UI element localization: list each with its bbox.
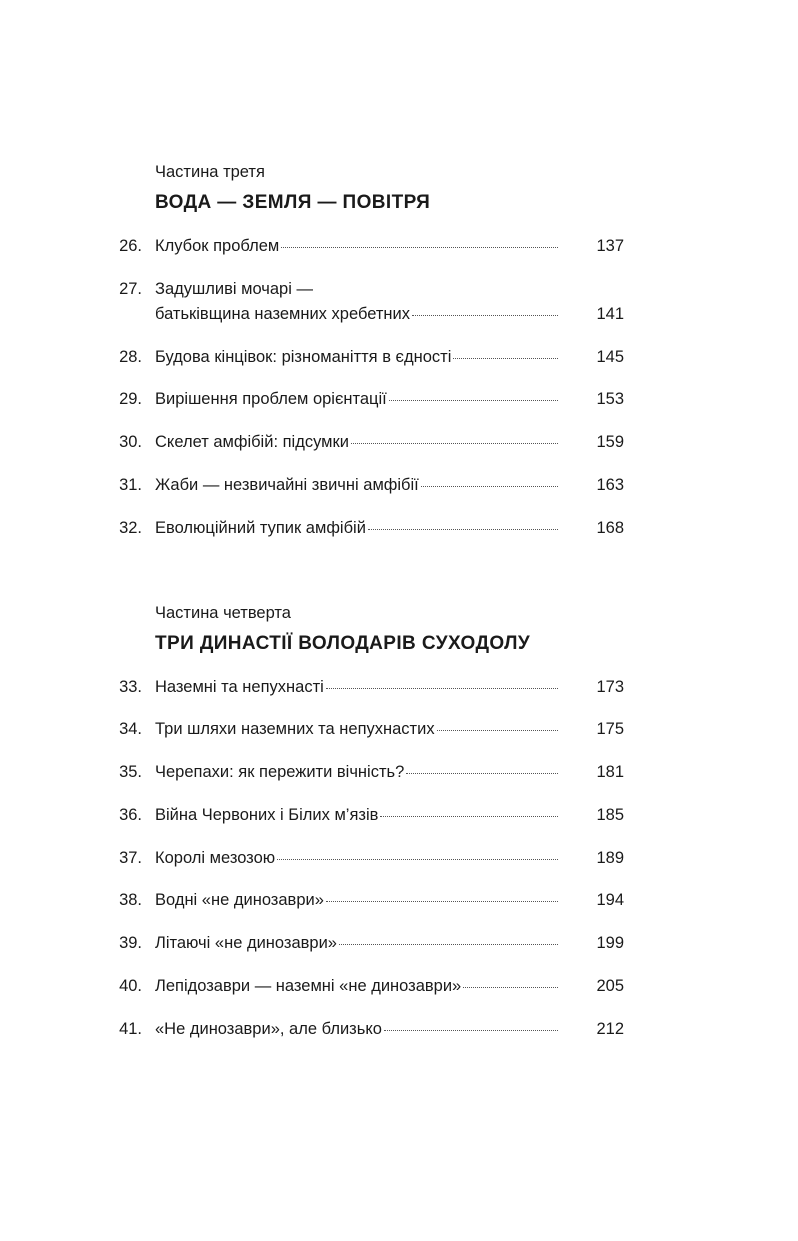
- chapter-number: 31.: [119, 476, 142, 494]
- leader-dots: [453, 357, 558, 359]
- chapter-number: 33.: [119, 678, 142, 696]
- part-label: Частина третя: [155, 163, 265, 181]
- page-number: 199: [596, 934, 624, 952]
- leader-dots: [412, 314, 558, 316]
- part-title: ВОДА — ЗЕМЛЯ — ПОВІТРЯ: [155, 192, 431, 213]
- leader-dots: [463, 986, 558, 988]
- chapter-title: Водні «не динозаври»: [155, 891, 324, 909]
- chapter-number: 35.: [119, 763, 142, 781]
- page-number: 212: [596, 1020, 624, 1038]
- chapter-number: 41.: [119, 1020, 142, 1038]
- leader-dots: [380, 815, 558, 817]
- chapter-number: 27.: [119, 280, 142, 298]
- chapter-number: 30.: [119, 433, 142, 451]
- leader-dots: [281, 246, 558, 248]
- page-number: 159: [596, 433, 624, 451]
- chapter-title: Лепідозаври — наземні «не динозаври»: [155, 977, 462, 995]
- leader-dots: [421, 485, 558, 487]
- chapter-title: Війна Червоних і Білих м’язів: [155, 806, 379, 824]
- chapter-number: 28.: [119, 348, 142, 366]
- chapter-number: 29.: [119, 390, 142, 408]
- page-number: 205: [596, 977, 624, 995]
- chapter-title: Будова кінцівок: різноманіття в єдності: [155, 348, 452, 366]
- chapter-title: Літаючі «не динозаври»: [155, 934, 337, 952]
- chapter-title: Черепахи: як пережити вічність?: [155, 763, 405, 781]
- chapter-title-line1: Задушливі мочарі —: [155, 280, 313, 298]
- chapter-number: 38.: [119, 891, 142, 909]
- page-number: 137: [596, 237, 624, 255]
- chapter-number: 40.: [119, 977, 142, 995]
- page-number: 181: [596, 763, 624, 781]
- page-number: 194: [596, 891, 624, 909]
- page-number: 141: [596, 305, 624, 323]
- chapter-number: 39.: [119, 934, 142, 952]
- chapter-title: Вирішення проблем орієнтації: [155, 390, 387, 408]
- leader-dots: [368, 528, 558, 530]
- chapter-title: Клубок проблем: [155, 237, 280, 255]
- part-label: Частина четверта: [155, 604, 291, 622]
- chapter-title: «Не динозаври», але близько: [155, 1020, 382, 1038]
- chapter-number: 37.: [119, 849, 142, 867]
- page-number: 145: [596, 348, 624, 366]
- leader-dots: [406, 772, 558, 774]
- chapter-title: Жаби — незвичайні звичні амфібії: [155, 476, 419, 494]
- page-number: 173: [596, 678, 624, 696]
- page-number: 175: [596, 720, 624, 738]
- page-number: 189: [596, 849, 624, 867]
- chapter-number: 34.: [119, 720, 142, 738]
- page-number: 168: [596, 519, 624, 537]
- chapter-title: батьківщина наземних хребетних: [155, 305, 410, 323]
- chapter-title: Королі мезозою: [155, 849, 276, 867]
- leader-dots: [351, 442, 558, 444]
- chapter-title: Скелет амфібій: підсумки: [155, 433, 349, 451]
- leader-dots: [339, 943, 558, 945]
- chapter-number: 32.: [119, 519, 142, 537]
- leader-dots: [437, 729, 558, 731]
- leader-dots: [389, 399, 558, 401]
- chapter-title: Еволюційний тупик амфібій: [155, 519, 366, 537]
- chapter-number: 26.: [119, 237, 142, 255]
- part-title: ТРИ ДИНАСТІЇ ВОЛОДАРІВ СУХОДОЛУ: [155, 633, 531, 654]
- page-number: 153: [596, 390, 624, 408]
- leader-dots: [384, 1029, 558, 1031]
- leader-dots: [326, 687, 558, 689]
- chapter-title: Три шляхи наземних та непухнастих: [155, 720, 435, 738]
- page-number: 185: [596, 806, 624, 824]
- leader-dots: [326, 900, 558, 902]
- chapter-title: Наземні та непухнасті: [155, 678, 324, 696]
- page-number: 163: [596, 476, 624, 494]
- chapter-number: 36.: [119, 806, 142, 824]
- leader-dots: [277, 858, 558, 860]
